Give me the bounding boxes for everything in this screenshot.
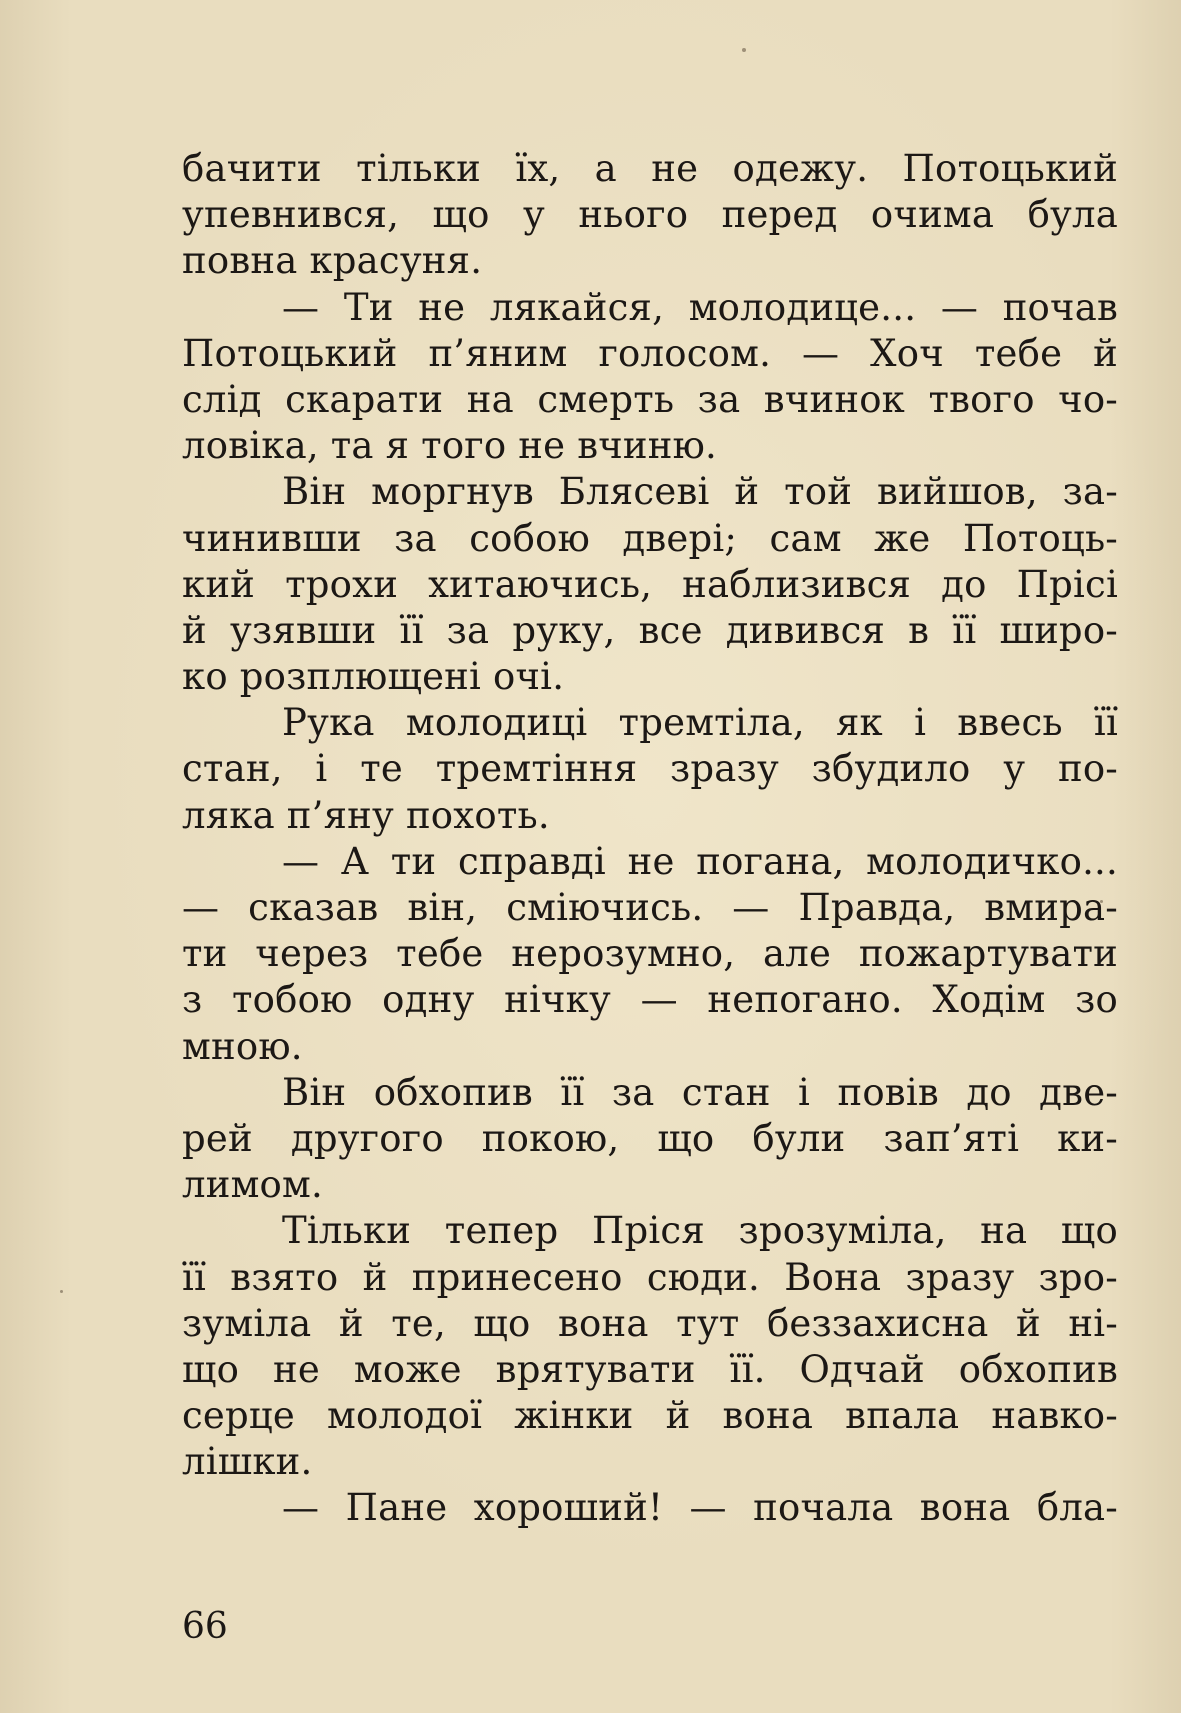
- text-line: ляка п’яну похоть.: [182, 793, 550, 837]
- text-line: й узявши її за руку, все дивився в її широ-: [182, 608, 1118, 652]
- text-line: серце молодої жінки й вона впала навко-: [182, 1394, 1118, 1438]
- text-line: — сказав він, сміючись. — Правда, вмира-: [182, 886, 1118, 929]
- text-line: Він моргнув Блясеві й той вийшов, за-: [282, 470, 1118, 514]
- text-line: — А ти справді не погана, молодичко...: [282, 839, 1118, 883]
- body-text: [182, 146, 1118, 1532]
- page-number: 66: [182, 1606, 228, 1647]
- text-line: Потоцький п’яним голосом. — Хоч тебе й: [182, 331, 1118, 375]
- text-line: ко розплющені очі.: [182, 655, 565, 699]
- text-line: упевнився, що у нього перед очима була: [182, 193, 1118, 237]
- text-line: її взято й принесено сюди. Вона зразу зро-: [182, 1255, 1118, 1299]
- text-line: слід скарати на смерть за вчинок твого чо-: [182, 377, 1118, 421]
- text-line: зуміла й те, що вона тут беззахисна й ні-: [182, 1301, 1118, 1345]
- text-line: — Пане хороший! — почала вона бла-: [282, 1486, 1118, 1530]
- text-line: стан, і те тремтіння зразу збудило у по-: [182, 747, 1118, 791]
- paper-speck: [742, 48, 746, 52]
- text-line: мною.: [182, 1024, 303, 1068]
- text-line: кий трохи хитаючись, наблизився до Прісі: [182, 562, 1118, 606]
- text-line: Він обхопив її за стан і повів до две-: [282, 1070, 1118, 1114]
- text-line: рей другого покою, що були зап’яті ки-: [182, 1116, 1118, 1160]
- text-line: з тобою одну нічку — непогано. Ходім зо: [182, 978, 1118, 1022]
- text-line: повна красуня.: [182, 239, 483, 283]
- text-line: ти через тебе нерозумно, але пожартувати: [182, 932, 1118, 976]
- text-line: лішки.: [182, 1440, 313, 1484]
- text-line: чинивши за собою двері; сам же Потоць-: [182, 516, 1118, 560]
- text-line: ловіка, та я того не вчиню.: [182, 424, 718, 468]
- paper-speck: [60, 1290, 63, 1293]
- text-line: Тільки тепер Пріся зрозуміла, на що: [282, 1209, 1118, 1253]
- text-line: Рука молодиці тремтіла, як і ввесь її: [282, 701, 1118, 745]
- text-line: що не може врятувати її. Одчай обхопив: [182, 1347, 1118, 1391]
- text-line: бачити тільки їх, а не одежу. Потоцький: [182, 147, 1118, 190]
- text-line: — Ти не лякайся, молодице... — почав: [282, 285, 1118, 329]
- text-line: лимом.: [182, 1163, 323, 1207]
